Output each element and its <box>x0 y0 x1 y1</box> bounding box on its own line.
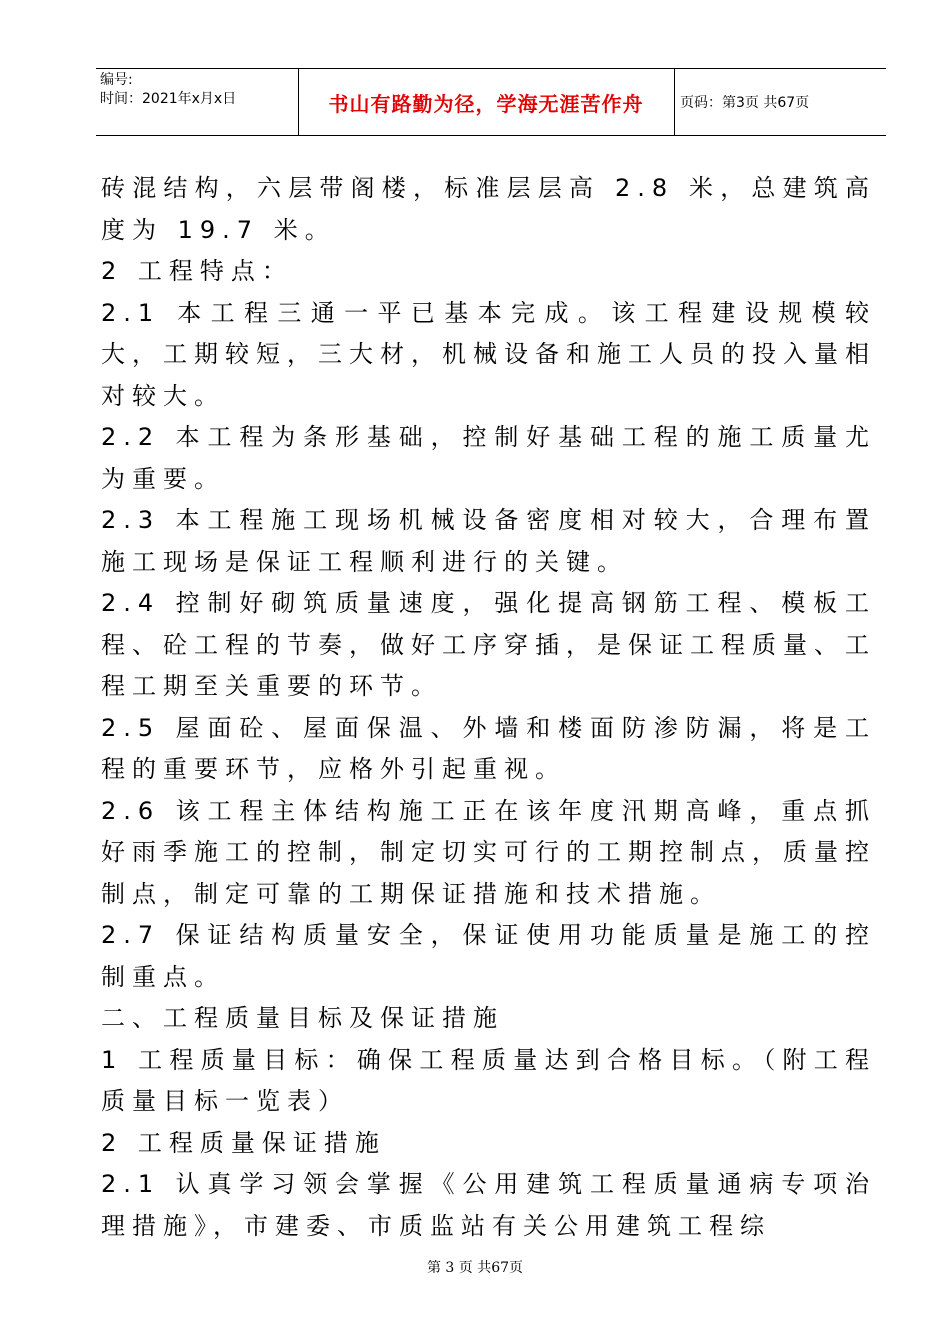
paragraph: 2.4 控制好砌筑质量速度，强化提高钢筋工程、模板工程、砼工程的节奏，做好工序穿插，是保证工程质量、工程工期至关重要的环节。 <box>101 589 876 700</box>
header-page-info: 页码：第3页 共67页 <box>680 95 810 111</box>
page-header <box>96 68 886 136</box>
paragraph: 2.5 屋面砼、屋面保温、外墙和楼面防渗防漏，将是工程的重要环节，应格外引起重视。 <box>101 713 876 783</box>
section-heading: 二、工程质量目标及保证措施 <box>101 1004 504 1032</box>
paragraph: 2.7 保证结构质量安全，保证使用功能质量是施工的控制重点。 <box>101 921 876 991</box>
paragraph: 2.6 该工程主体结构施工正在该年度汛期高峰，重点抓好雨季施工的控制，制定切实可行的工期控制点，质量控制点，制定可靠的工期保证措施和技术措施。 <box>101 796 876 908</box>
header-meta <box>100 71 300 109</box>
document-number-label: 编号: <box>100 72 133 88</box>
paragraph: 2.3 本工程施工现场机械设备密度相对较大，合理布置施工现场是保证工程顺利进行的关键。 <box>101 506 876 576</box>
paragraph: 2.1 本工程三通一平已基本完成。该工程建设规模较大，工期较短，三大材，机械设备和施工人员的投入量相对较大。 <box>101 298 876 410</box>
paragraph: 2 工程质量保证措施 <box>101 1128 386 1157</box>
paragraph: 2 工程特点： <box>101 257 293 285</box>
document-time-label: 时间：2021年x月x日 <box>100 91 237 107</box>
paragraph: 2.1 认真学习领会掌握《公用建筑工程质量通病专项治理措施》，市建委、市质监站有关公用建筑工程综 <box>101 1170 876 1240</box>
paragraph: 砖混结构，六层带阁楼，标准层层高 2.8 米，总建筑高度为 19.7 米。 <box>101 174 876 244</box>
header-motto: 书山有路勤为径，学海无涯苦作舟 <box>328 91 644 116</box>
paragraph: 2.2 本工程为条形基础，控制好基础工程的施工质量尤为重要。 <box>101 423 876 493</box>
header-divider <box>674 69 675 135</box>
paragraph: 1 工程质量目标：确保工程质量达到合格目标。（附工程质量目标一览表） <box>101 1045 876 1115</box>
document-body <box>101 168 876 1247</box>
page-footer: 第 3 页 共67页 <box>426 1260 524 1276</box>
